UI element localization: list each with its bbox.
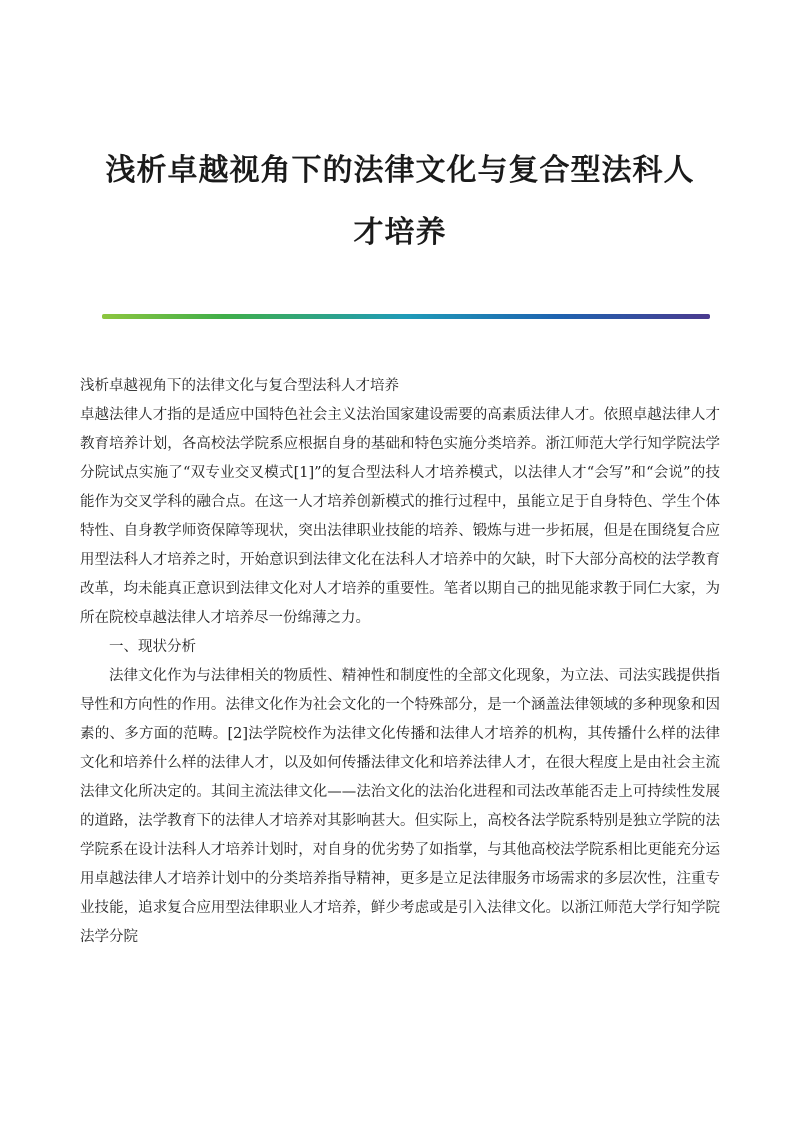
section-heading: 一、现状分析 <box>109 639 196 655</box>
analysis-paragraph: 法律文化作为与法律相关的物质性、精神性和制度性的全部文化现象，为立法、司法实践提供指导性和方向性的作用。法律文化作为社会文化的一个特殊部分，是一个涵盖法律领域的多种现象和因素的、多方面的范畴。[2]法学院校作为法律文化传播和法律人才培养的机构，其传播什么样的法律文化和培养什么样的法律人才，以及如何传播法律文化和培养法律人才，在很大程度上是由社会主流法律文化所决定的。其间主流法律文化——法治文化的法治化进程和司法改革能否走上可持续性发展的道路，法学教育下的法律人才培养对其影响甚大。但实际上，高校各法学院系特别是独立学院的法学院系在设计法科人才培养计划时，对自身的优劣势了如指掌，与其他高校法学院系相比更能充分运用卓越法律人才培养计划中的分类培养指导精神，更多是立足法律服务市场需求的多层次性，注重专业技能，追求复合应用型法律职业人才培养，鲜少考虑或是引入法律文化。以浙江师范大学行知学院法学分院 <box>80 668 720 945</box>
article-subtitle: 浅析卓越视角下的法律文化与复合型法科人才培养 <box>80 378 399 394</box>
intro-paragraph: 卓越法律人才指的是适应中国特色社会主义法治国家建设需要的高素质法律人才。依照卓越法律人才教育培养计划，各高校法学院系应根据自身的基础和特色实施分类培养。浙江师范大学行知学院法学分院试点实施了“双专业交叉模式[1]”的复合型法科人才培养模式，以法律人才“会写”和“会说”的技能作为交叉学科的融合点。在这一人才培养创新模式的推行过程中，虽能立足于自身特色、学生个体特性、自身教学师资保障等现状，突出法律职业技能的培养、锻炼与进一步拓展，但是在围绕复合应用型法科人才培养之时，开始意识到法律文化在法科人才培养中的欠缺，时下大部分高校的法学教育改革，均未能真正意识到法律文化对人才培养的重要性。笔者以期自己的拙见能求教于同仁大家，为所在院校卓越法律人才培养尽一份绵薄之力。 <box>80 407 720 626</box>
title-line-2: 才培养 <box>353 215 447 250</box>
title-divider <box>102 314 710 319</box>
document-title <box>80 140 720 264</box>
document-body <box>80 372 720 952</box>
title-line-1: 浅析卓越视角下的法律文化与复合型法科人 <box>105 153 695 188</box>
